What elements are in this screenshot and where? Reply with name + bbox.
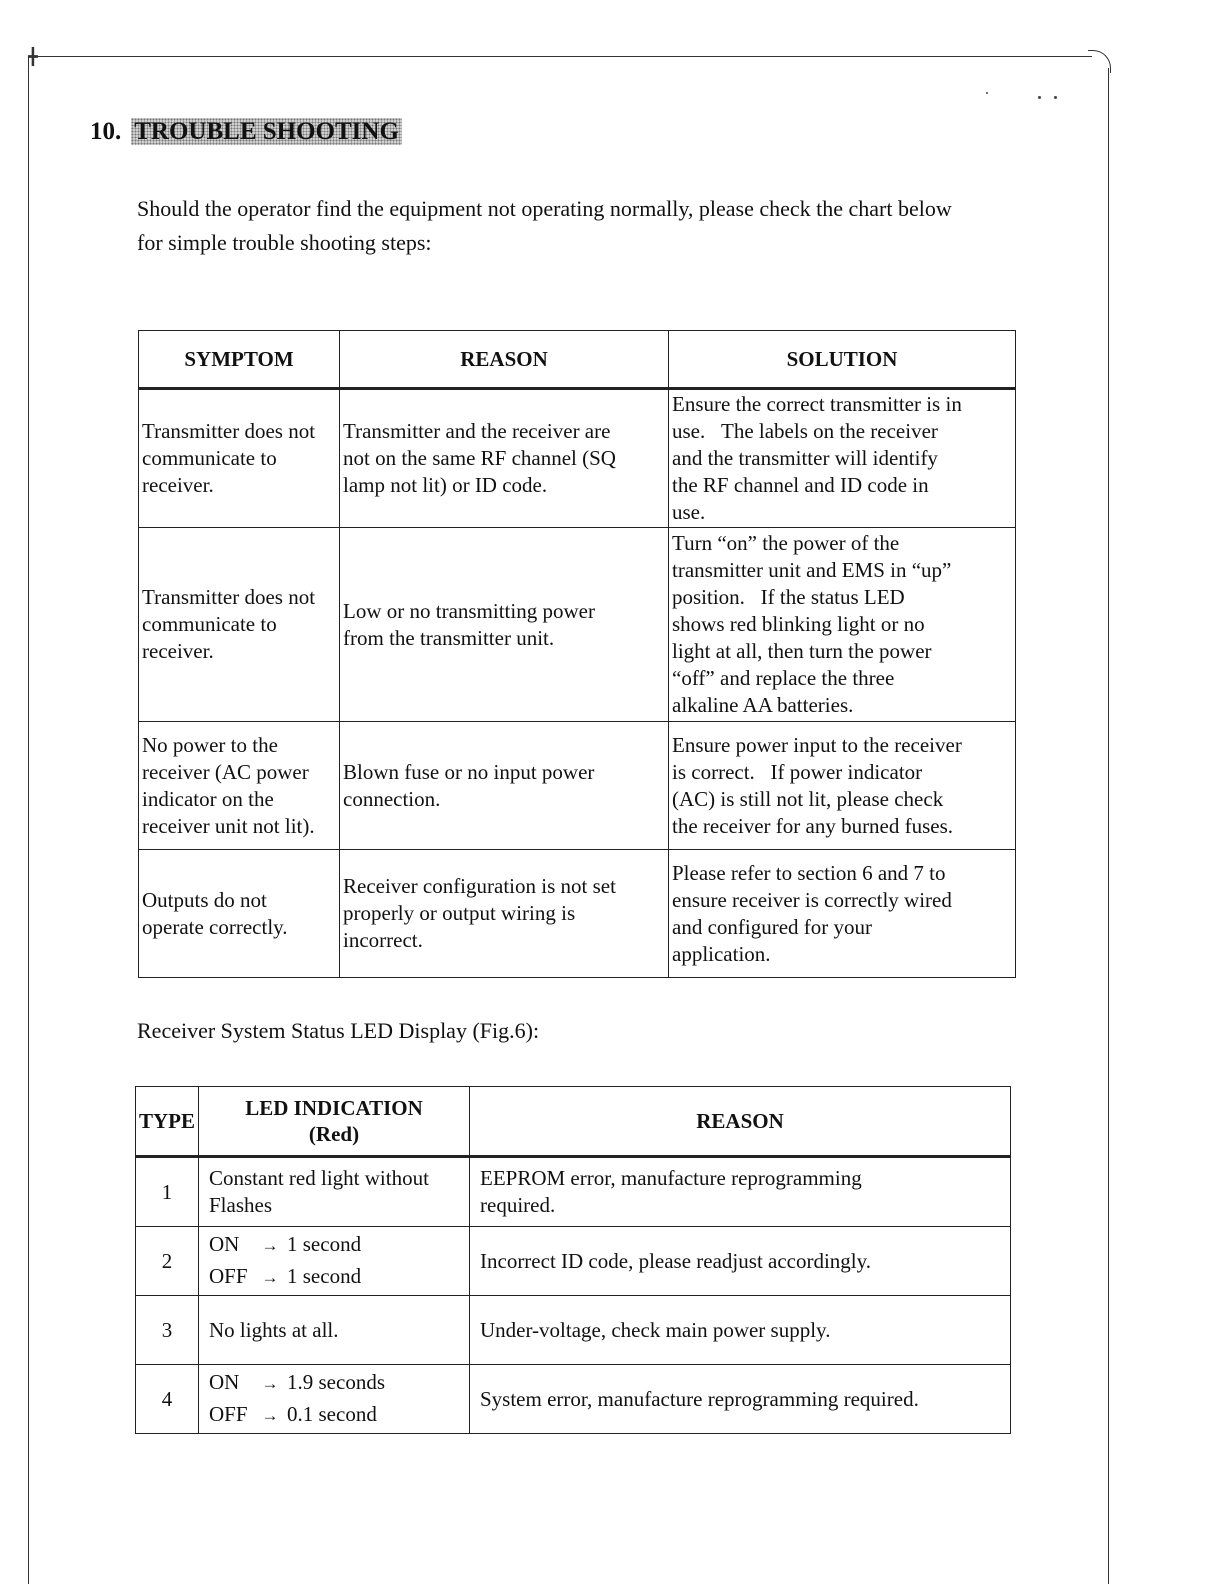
table-row: [139, 722, 1016, 850]
page-edge-right: [1108, 68, 1109, 1584]
text-line: and the transmitter will identify: [672, 446, 938, 470]
arrow-icon: →: [261, 1406, 279, 1425]
text-line: Transmitter does not: [142, 419, 316, 443]
symptom-cell: [139, 528, 340, 722]
text-line: Incorrect ID code, please readjust accordingly.: [480, 1249, 872, 1273]
text-line: Constant red light without: [209, 1166, 429, 1190]
text-line: connection.: [343, 786, 441, 811]
symptom-cell: [139, 850, 340, 978]
off-line: [209, 1399, 459, 1431]
text-line: not on the same RF channel (SQ: [343, 446, 616, 470]
header-reason: REASON: [340, 331, 669, 389]
type-cell: 2: [136, 1227, 199, 1296]
text-line: communicate to: [142, 446, 277, 470]
text-line: use. The labels on the receiver: [672, 419, 938, 443]
text-line: alkaline AA batteries.: [672, 693, 854, 717]
reason-cell: [470, 1157, 1011, 1227]
intro-line: for simple trouble shooting steps:: [137, 230, 432, 255]
solution-cell: [669, 528, 1016, 722]
reason-cell: [340, 389, 669, 528]
text-line: EEPROM error, manufacture reprogramming: [480, 1166, 862, 1190]
off-duration: 0.1 second: [287, 1402, 377, 1426]
arrow-icon: →: [261, 1236, 279, 1255]
text-line: No lights at all.: [209, 1318, 339, 1342]
text-line: operate correctly.: [142, 914, 288, 939]
off-duration: 1 second: [287, 1264, 362, 1288]
text-line: properly or output wiring is: [343, 901, 576, 925]
page-edge-top: [28, 56, 1092, 57]
reason-cell: [340, 722, 669, 850]
text-line: lamp not lit) or ID code.: [343, 473, 548, 497]
on-label: ON: [209, 1370, 240, 1394]
solution-cell: [669, 722, 1016, 850]
arrow-icon: →: [261, 1374, 279, 1393]
text-line: “off” and replace the three: [672, 666, 895, 690]
text-line: (Red): [308, 1122, 360, 1146]
led-display-caption: Receiver System Status LED Display (Fig.6):: [137, 1018, 540, 1043]
text-line: indicator on the: [142, 786, 274, 811]
page-edge-left: [28, 56, 29, 1584]
text-line: Flashes: [209, 1193, 272, 1217]
arrow-icon: →: [261, 1268, 279, 1287]
text-line: Outputs do not: [142, 887, 267, 912]
header-reason: REASON: [470, 1087, 1011, 1157]
reason-cell: [470, 1296, 1011, 1365]
on-line: [209, 1229, 459, 1261]
table-header-row: [139, 331, 1016, 389]
text-line: Receiver configuration is not set: [343, 874, 616, 898]
indication-cell: [199, 1365, 470, 1434]
reason-cell: [340, 528, 669, 722]
scan-speck: [1038, 96, 1041, 99]
table-row: [139, 528, 1016, 722]
text-line: Ensure power input to the receiver: [672, 732, 962, 757]
type-cell: 3: [136, 1296, 199, 1365]
text-line: the receiver for any burned fuses.: [672, 813, 954, 838]
text-line: Transmitter and the receiver are: [343, 419, 611, 443]
text-line: light at all, then turn the power: [672, 639, 932, 663]
text-line: application.: [672, 941, 771, 966]
off-label: OFF: [209, 1264, 248, 1288]
table-header-row: [136, 1087, 1011, 1157]
scan-speck: [986, 92, 988, 94]
header-symptom: SYMPTOM: [139, 331, 340, 389]
type-cell: 4: [136, 1365, 199, 1434]
intro-line: Should the operator find the equipment not operating normally, please check the chart below: [137, 196, 952, 221]
indication-cell: [199, 1227, 470, 1296]
text-line: No power to the: [142, 732, 278, 757]
text-line: incorrect.: [343, 928, 423, 952]
header-led-indication: [199, 1087, 470, 1157]
text-line: receiver.: [142, 473, 214, 497]
header-solution: SOLUTION: [669, 331, 1016, 389]
section-title: TROUBLE SHOOTING: [131, 118, 402, 145]
text-line: is correct. If power indicator: [672, 759, 923, 784]
text-line: ensure receiver is correctly wired: [672, 887, 952, 912]
text-line: communicate to: [142, 612, 277, 636]
text-line: Please refer to section 6 and 7 to: [672, 860, 946, 885]
led-status-table: [135, 1086, 1011, 1434]
solution-cell: [669, 389, 1016, 528]
intro-paragraph: [137, 192, 1037, 260]
text-line: transmitter unit and EMS in “up”: [672, 558, 952, 582]
scan-speck: [1054, 96, 1057, 99]
text-line: Blown fuse or no input power: [343, 759, 595, 784]
table-row: [139, 850, 1016, 978]
reason-cell: [470, 1227, 1011, 1296]
text-line: Transmitter does not: [142, 585, 316, 609]
text-line: from the transmitter unit.: [343, 625, 555, 650]
reason-cell: [470, 1365, 1011, 1434]
section-number: 10.: [90, 118, 122, 145]
table-row: [136, 1296, 1011, 1365]
text-line: Low or no transmitting power: [343, 598, 595, 623]
reason-cell: [340, 850, 669, 978]
header-type: TYPE: [136, 1087, 199, 1157]
symptom-cell: [139, 722, 340, 850]
table-row: [139, 389, 1016, 528]
symptom-cell: [139, 389, 340, 528]
text-line: use.: [672, 500, 706, 524]
on-label: ON: [209, 1232, 240, 1256]
text-line: required.: [480, 1193, 556, 1217]
text-line: Under-voltage, check main power supply.: [480, 1318, 831, 1342]
section-heading: [90, 118, 402, 146]
text-line: receiver.: [142, 639, 214, 663]
text-line: receiver unit not lit).: [142, 813, 315, 838]
on-line: [209, 1367, 459, 1399]
indication-cell: [199, 1296, 470, 1365]
text-line: shows red blinking light or no: [672, 612, 925, 636]
text-line: and configured for your: [672, 914, 873, 939]
binder-pin-mark: ╋: [28, 49, 38, 66]
type-cell: 1: [136, 1157, 199, 1227]
text-line: LED INDICATION: [245, 1096, 423, 1120]
text-line: (AC) is still not lit, please check: [672, 786, 944, 811]
text-line: Turn “on” the power of the: [672, 531, 900, 555]
text-line: position. If the status LED: [672, 585, 905, 609]
text-line: receiver (AC power: [142, 759, 309, 784]
text-line: System error, manufacture reprogramming required.: [480, 1387, 919, 1411]
indication-cell: [199, 1157, 470, 1227]
table-row: [136, 1157, 1011, 1227]
off-label: OFF: [209, 1402, 248, 1426]
text-line: Ensure the correct transmitter is in: [672, 392, 962, 416]
off-line: [209, 1261, 459, 1293]
table-row: [136, 1227, 1011, 1296]
table-row: [136, 1365, 1011, 1434]
page-corner-curl: [1088, 50, 1111, 73]
text-line: the RF channel and ID code in: [672, 473, 929, 497]
on-duration: 1 second: [287, 1232, 362, 1256]
on-duration: 1.9 seconds: [287, 1370, 385, 1394]
trouble-shooting-table: [138, 330, 1016, 978]
solution-cell: [669, 850, 1016, 978]
